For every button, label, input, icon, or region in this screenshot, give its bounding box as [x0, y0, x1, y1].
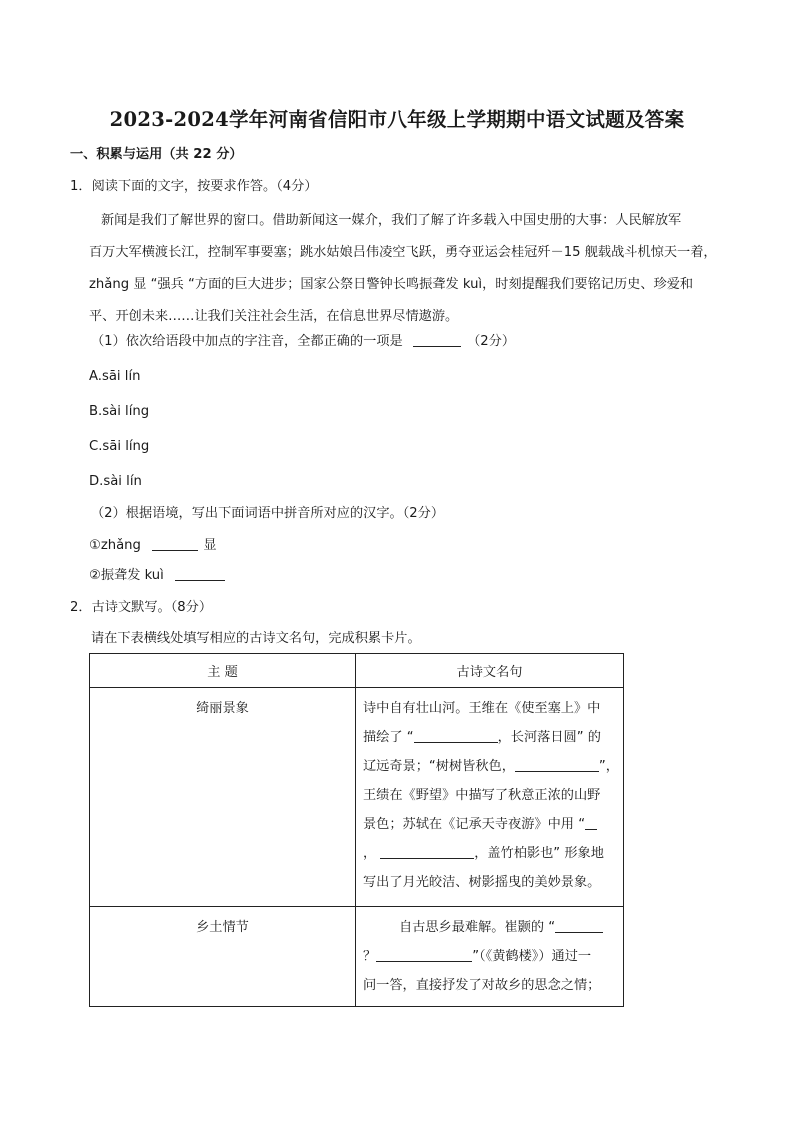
sub-question-2-item-2: [89, 567, 225, 585]
page-title: 2023-2024学年河南省信阳市八年级上学期期中语文试题及答案: [109, 108, 685, 131]
table-row: [90, 688, 624, 907]
row-content: [356, 907, 624, 1007]
answer-blank[interactable]: [555, 919, 603, 933]
sub-question-2-prompt: （2）根据语境，写出下面词语中拼音所对应的汉字。（2分）: [91, 506, 445, 521]
sub-question-2-item-1: [89, 537, 217, 555]
answer-blank[interactable]: [152, 537, 198, 551]
option-c[interactable]: C.sāi líng: [89, 439, 150, 454]
header-theme: 主 题: [90, 654, 356, 688]
content-line: 辽远奇景；“树树皆秋色， ”，: [363, 759, 619, 774]
table-row: [90, 907, 624, 1007]
row-content: [356, 688, 624, 907]
item-1-suffix: 显: [203, 538, 217, 553]
sub-question-1-points: （2分）: [467, 334, 516, 349]
table-header-row: [90, 654, 624, 688]
answer-blank[interactable]: [585, 816, 597, 830]
content-line: 景色；苏轼在《记承天寺夜游》中用 “: [363, 810, 616, 839]
item-2-prefix: ②振聋发 kuì: [89, 568, 164, 583]
row-theme: 乡土情节: [90, 907, 356, 1007]
answer-blank[interactable]: [413, 333, 461, 347]
content-line: 写出了月光皎洁、树影摇曳的美妙景象。: [363, 875, 601, 890]
row-theme: 绮丽景象: [90, 688, 356, 907]
option-d[interactable]: D.sài lín: [89, 474, 142, 489]
sub-question-1-prompt: （1）依次给语段中加点的字注音，全都正确的一项是: [91, 334, 403, 349]
header-poem-lines: 古诗文名句: [356, 654, 624, 688]
accumulation-card-table: [89, 653, 624, 1007]
item-1-prefix: ①zhǎng: [89, 538, 141, 553]
passage-line-2: 百万大军横渡长江，控制军事要塞；跳水姑娘吕伟凌空飞跃，勇夺亚运会桂冠歼－15 舰载战斗机惊天一着，: [89, 245, 717, 260]
content-line: ， ，盖竹柏影也” 形象地: [363, 846, 604, 861]
content-line: 诗中自有壮山河。王维在《使至塞上》中: [363, 701, 601, 716]
question-2-stem: 2．古诗文默写。（8分）: [70, 600, 213, 615]
section-heading: 一、积累与运用（共 22 分）: [70, 147, 243, 162]
passage-line-4: 平、开创未来……让我们关注社会生活，在信息世界尽情遨游。: [89, 309, 459, 324]
content-line: 描绘了 “ ，长河落日圆” 的: [363, 730, 601, 745]
question-2-instruction: 请在下表横线处填写相应的古诗文名句，完成积累卡片。: [91, 631, 421, 646]
answer-blank[interactable]: [414, 729, 498, 743]
answer-blank[interactable]: [376, 948, 472, 962]
answer-blank[interactable]: [175, 567, 225, 581]
question-1-stem: 1．阅读下面的文字，按要求作答。（4分）: [70, 179, 318, 194]
option-a[interactable]: A.sāi lín: [89, 369, 141, 384]
passage-line-3: zhǎng 显 “强兵 “方面的巨大进步；国家公祭日警钟长鸣振聋发 kuì，时刻提醒我们要铭记历史、珍爱和: [89, 277, 694, 292]
sub-question-1: [91, 333, 515, 351]
content-line: ？ ”（《黄鹤楼》）通过一: [363, 949, 592, 964]
passage-line-1: 新闻是我们了解世界的窗口。借助新闻这一媒介，我们了解了许多载入中国史册的大事：人民解放军: [101, 213, 682, 228]
content-line: 问一答，直接抒发了对故乡的思念之情；: [363, 978, 601, 993]
answer-blank[interactable]: [380, 845, 474, 859]
content-line: 自古思乡最难解。崔颢的 “: [363, 913, 616, 942]
option-b[interactable]: B.sài líng: [89, 404, 150, 419]
answer-blank[interactable]: [515, 758, 599, 772]
content-line: 王绩在《野望》中描写了秋意正浓的山野: [363, 788, 601, 803]
